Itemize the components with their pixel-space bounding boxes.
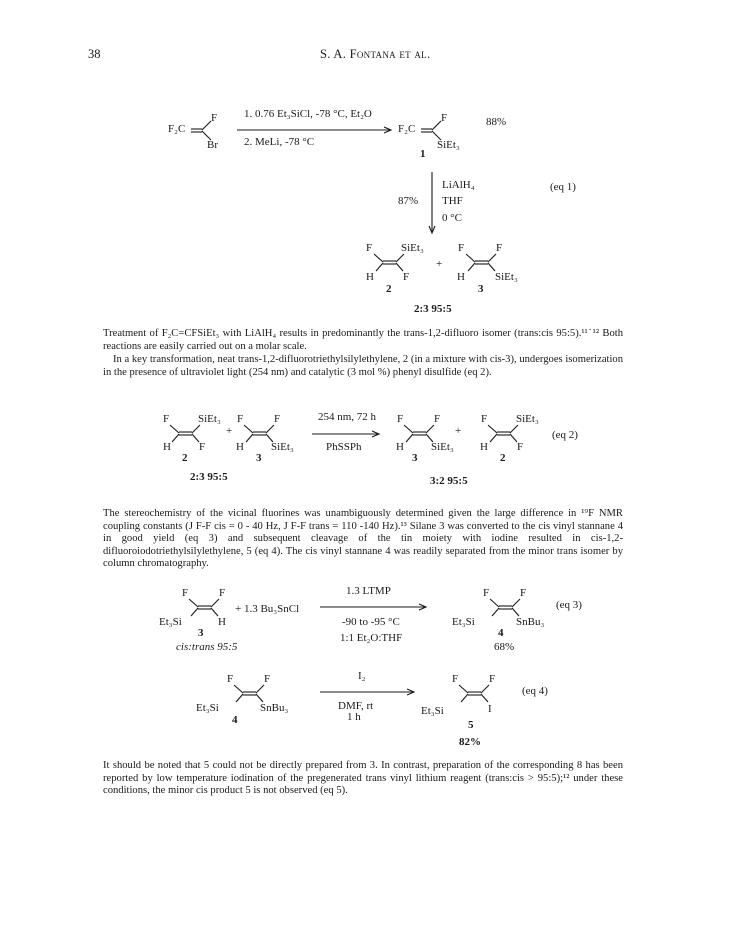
eq1-label: (eq 1) bbox=[550, 181, 576, 193]
eq3-condition-2: -90 to -95 °C bbox=[342, 616, 400, 628]
compound-label-4: 4 bbox=[498, 627, 504, 639]
eq3-condition-3: 1:1 Et₂O:THF bbox=[340, 632, 403, 644]
atom-h: H bbox=[218, 616, 226, 628]
compound-label-2: 2 bbox=[182, 452, 188, 464]
atom-f: F bbox=[520, 587, 527, 599]
product-3 bbox=[396, 413, 454, 464]
yield-87: 87% bbox=[398, 195, 419, 207]
reactant-3 bbox=[159, 587, 226, 639]
atom-siet3: SiEt₃ bbox=[431, 441, 454, 453]
reactant-4 bbox=[196, 673, 288, 726]
plus-sign: + bbox=[226, 425, 233, 437]
eq2-condition-1: 254 nm, 72 h bbox=[318, 411, 377, 423]
reactant-bromotrifluoroethylene bbox=[168, 112, 218, 151]
paragraph-1: Treatment of F₂C=CFSiEt₃ with LiAlH₄ results in predominantly the trans-1,2-difluoro isomer (trans:cis 95:5).¹¹˙¹² Both reactions are easily carried out on a molar scale. bbox=[103, 328, 623, 352]
atom-f: F bbox=[163, 413, 170, 425]
eq4-label: (eq 4) bbox=[522, 685, 548, 697]
atom-f: F bbox=[434, 413, 441, 425]
eq4-condition-3: 1 h bbox=[347, 711, 361, 723]
atom-f: F bbox=[489, 673, 496, 685]
product-1 bbox=[398, 112, 460, 160]
atom-h: H bbox=[396, 441, 404, 453]
atom-f: F bbox=[237, 413, 244, 425]
atom-f: F bbox=[481, 413, 488, 425]
compound-label-1: 1 bbox=[420, 148, 426, 160]
atom-f: F bbox=[483, 587, 490, 599]
atom-siet3: SiEt₃ bbox=[198, 413, 221, 425]
atom-br: Br bbox=[207, 139, 218, 151]
atom-f: F bbox=[458, 242, 465, 254]
compound-label-3: 3 bbox=[198, 627, 204, 639]
eq3-label: (eq 3) bbox=[556, 599, 582, 611]
compound-label-2: 2 bbox=[386, 283, 392, 295]
product-2-trans bbox=[366, 242, 424, 295]
atom-siet3: SiEt₃ bbox=[437, 139, 460, 151]
eq1-reagent: LiAlH₄ bbox=[442, 179, 475, 191]
eq3-condition-1: 1.3 LTMP bbox=[346, 585, 391, 597]
plus-sign: + bbox=[436, 258, 443, 270]
atom-siet3: SiEt₃ bbox=[495, 271, 518, 283]
atom-f: F bbox=[452, 673, 459, 685]
atom-f: F bbox=[264, 673, 271, 685]
atom-i: I bbox=[488, 703, 492, 715]
atom-h: H bbox=[236, 441, 244, 453]
left-ratio: 2:3 95:5 bbox=[190, 471, 228, 483]
running-title: S. A. Fontana et al. bbox=[320, 47, 431, 61]
scheme-eq3-eq4 bbox=[0, 582, 731, 752]
plus-sign: + bbox=[455, 425, 462, 437]
atom-et3si: Et₃Si bbox=[452, 616, 475, 628]
yield-88: 88% bbox=[486, 116, 507, 128]
scheme-eq2 bbox=[0, 400, 731, 510]
compound-label-5: 5 bbox=[468, 719, 474, 731]
atom-siet3: SiEt₃ bbox=[401, 242, 424, 254]
eq1-temperature: 0 °C bbox=[442, 212, 462, 224]
isomer-ratio: 2:3 95:5 bbox=[414, 303, 452, 315]
eq2-condition-2: PhSSPh bbox=[326, 441, 362, 453]
compound-label-4: 4 bbox=[232, 714, 238, 726]
product-2 bbox=[480, 413, 539, 464]
yield-82: 82% bbox=[459, 736, 481, 748]
atom-snbu3: SnBu₃ bbox=[260, 702, 289, 714]
reactant-2 bbox=[163, 413, 221, 464]
atom-f: F bbox=[441, 112, 448, 124]
atom-et3si: Et₃Si bbox=[196, 702, 219, 714]
atom-f: F bbox=[211, 112, 218, 124]
eq4-condition-2: DMF, rt bbox=[338, 700, 374, 712]
atom-et3si: Et₃Si bbox=[421, 705, 444, 717]
paragraph-4: It should be noted that 5 could not be directly prepared from 3. In contrast, preparation of the corresponding 8 has been reported by low temperature iodination of the pregenerated trans vinyl lithium reagent (trans:cis > 95:5);¹² under these conditions, the minor cis product 5 is not observed (eq 5). bbox=[103, 760, 623, 797]
atom-f: F bbox=[397, 413, 404, 425]
product-3-cis bbox=[457, 242, 518, 295]
eq1-solvent: THF bbox=[442, 195, 463, 207]
atom-f: F bbox=[274, 413, 281, 425]
atom-f: F bbox=[219, 587, 226, 599]
paragraph-3: The stereochemistry of the vicinal fluorines was unambiguously determined given the large difference in ¹⁹F NMR coupling constants (J F-F cis = 0 - 40 Hz, J F-F trans = 110 -140 Hz).¹³ Silane 3 was converted to the cis vinyl stannane 4 in good yield (eq 3) and subsequent cleavage of the tin moiety with iodine resulted in cis-1,2-difluoroiodotriethylsilylethylene, 5 (eq 4). The cis vinyl stannane 4 was readily separated from the minor trans isomer by column chromatography. bbox=[103, 508, 623, 570]
atom-f: F bbox=[199, 441, 206, 453]
atom-h: H bbox=[457, 271, 465, 283]
atom-et3si: Et₃Si bbox=[159, 616, 182, 628]
atom-h: H bbox=[163, 441, 171, 453]
eq4-condition-1: I₂ bbox=[358, 670, 366, 682]
eq1-condition-2: 2. MeLi, -78 °C bbox=[244, 136, 315, 148]
scheme-eq1 bbox=[0, 0, 731, 320]
compound-label-3: 3 bbox=[256, 452, 262, 464]
eq1-condition-1: 1. 0.76 Et₃SiCl, -78 °C, Et₂O bbox=[244, 108, 372, 120]
cis-trans-ratio: cis:trans 95:5 bbox=[176, 641, 238, 653]
atom-f: F bbox=[227, 673, 234, 685]
paragraph-2: In a key transformation, neat trans-1,2-difluorotriethylsilylethylene, 2 (in a mixture with cis-3), undergoes isomerization in the presence of ultraviolet light (254 nm) and catalytic (3 mol %) phenyl disulfide (eq 2). bbox=[103, 354, 623, 378]
compound-label-2: 2 bbox=[500, 452, 506, 464]
atom-siet3: SiEt₃ bbox=[516, 413, 539, 425]
reactant-3 bbox=[236, 413, 294, 464]
atom-siet3: SiEt₃ bbox=[271, 441, 294, 453]
atom-f: F bbox=[496, 242, 503, 254]
page-number: 38 bbox=[88, 47, 101, 61]
right-ratio: 3:2 95:5 bbox=[430, 475, 468, 487]
atom-f2c: F₂C bbox=[398, 123, 416, 135]
atom-h: H bbox=[366, 271, 374, 283]
atom-f: F bbox=[182, 587, 189, 599]
atom-f2c: F₂C bbox=[168, 123, 186, 135]
compound-label-3: 3 bbox=[412, 452, 418, 464]
atom-f: F bbox=[366, 242, 373, 254]
compound-label-3: 3 bbox=[478, 283, 484, 295]
atom-f: F bbox=[403, 271, 410, 283]
atom-f: F bbox=[517, 441, 524, 453]
atom-h: H bbox=[480, 441, 488, 453]
eq2-label: (eq 2) bbox=[552, 429, 578, 441]
product-5 bbox=[421, 673, 495, 731]
yield-68: 68% bbox=[494, 641, 515, 653]
atom-snbu3: SnBu₃ bbox=[516, 616, 545, 628]
eq3-reagent: + 1.3 Bu₃SnCl bbox=[235, 603, 300, 615]
product-4 bbox=[452, 587, 544, 639]
